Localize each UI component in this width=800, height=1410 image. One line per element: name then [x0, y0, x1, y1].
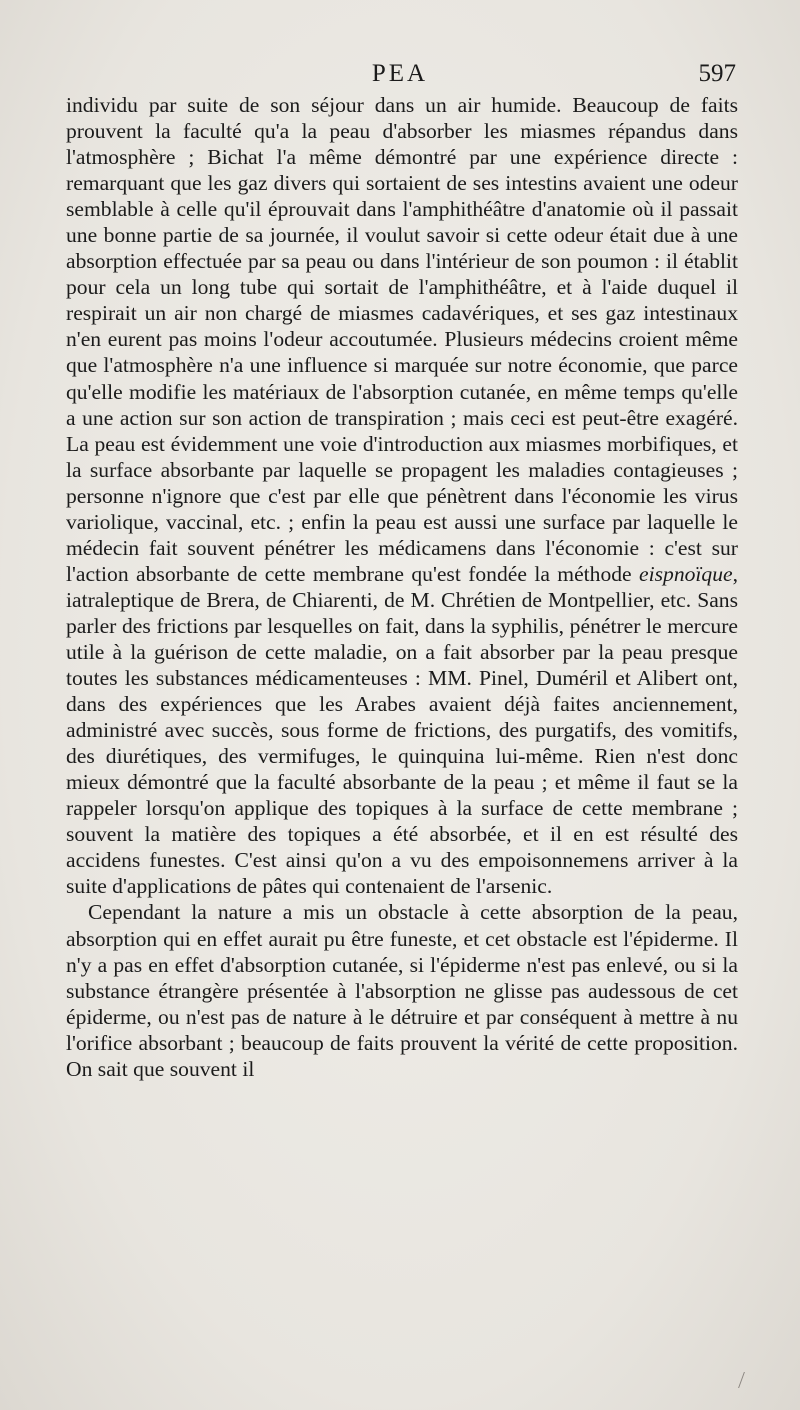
paragraph-1-text-a: individu par suite de son séjour dans un air humide. Beaucoup de faits prouvent la faculté qu'a la peau d'absorber les miasmes répandus dans l'atmosphère ; Bichat l'a même démontré par une expérience directe : remarquant que les gaz divers qui sortaient de ses intestins avaient une odeur semblable à celle qu'il éprouvait dans l'amphithéâtre d'anatomie où il passait une bonne partie de sa journée, il voulut savoir si cette odeur était due à une absorption effectuée par sa peau ou dans l'intérieur de son poumon : il établit pour cela un long tube qui sortait de l'amphithéâtre, et à l'aide duquel il respirait un air non chargé de miasmes cadavériques, et ses gaz intestinaux n'en eurent pas moins l'odeur accoutumée. Plusieurs médecins croient même que l'atmosphère n'a une influence si marquée sur notre économie, que parce qu'elle modifie les matériaux de l'absorption cutanée, en même temps qu'elle a une action sur son action de transpiration ; mais ceci est peut-être exagéré. La peau est évidemment une voie d'introduction aux miasmes morbifiques, et la surface absorbante par laquelle se propagent les maladies contagieuses ; personne n'ignore que c'est par elle que pénètrent dans l'économie les virus variolique, vaccinal, etc. ; enfin la peau est aussi une surface par laquelle le médecin fait souvent pénétrer les médicamens dans l'économie : c'est sur l'action absorbante de cette membrane qu'est fondée la méthode — [66, 93, 738, 586]
paragraph-1 — [66, 92, 738, 899]
italic-term: eispnoïque — [639, 561, 733, 586]
margin-mark — [738, 1372, 759, 1388]
running-title: PEA — [371, 60, 429, 87]
page-number: 597 — [698, 60, 736, 87]
paragraph-2: Cependant la nature a mis un obstacle à cette absorption de la peau, absorption qui en effet aurait pu être funeste, et cet obstacle est l'épiderme. Il n'y a pas en effet d'absorption cutanée, si l'épiderme n'est pas enlevé, ou si la substance étrangère présentée à l'absorption ne glisse pas audessous de cet épiderme, ou n'est pas de nature à le détruire et par conséquent à mettre à nu l'orifice absorbant ; beaucoup de faits prouvent la vérité de cette proposition. On sait que souvent il — [66, 900, 738, 1081]
body-text — [66, 92, 738, 1082]
running-head — [0, 60, 800, 94]
paragraph-1-text-b: , iatraleptique de Brera, de Chiarenti, de M. Chrétien de Montpellier, etc. Sans parler des frictions par lesquelles on fait, dans la syphilis, pénétrer le mercure utile à la guérison de cette maladie, on a fait absorber par la peau presque toutes les substances médicamenteuses : MM. Pinel, Duméril et Alibert ont, dans des expériences que les Arabes avaient déjà faites anciennement, administré avec succès, sous forme de frictions, des purgatifs, des vomitifs, des diurétiques, des vermifuges, le quinquina lui-même. Rien n'est donc mieux démontré que la faculté absorbante de la peau ; et même il faut se la rappeler lorsqu'on applique des topiques à la surface de cette membrane ; souvent la matière des topiques a été absorbée, et il en est résulté des accidens funestes. C'est ainsi qu'on a vu des empoisonnemens arriver à la suite d'applications de pâtes qui contenaient de l'arsenic. — [66, 561, 738, 899]
